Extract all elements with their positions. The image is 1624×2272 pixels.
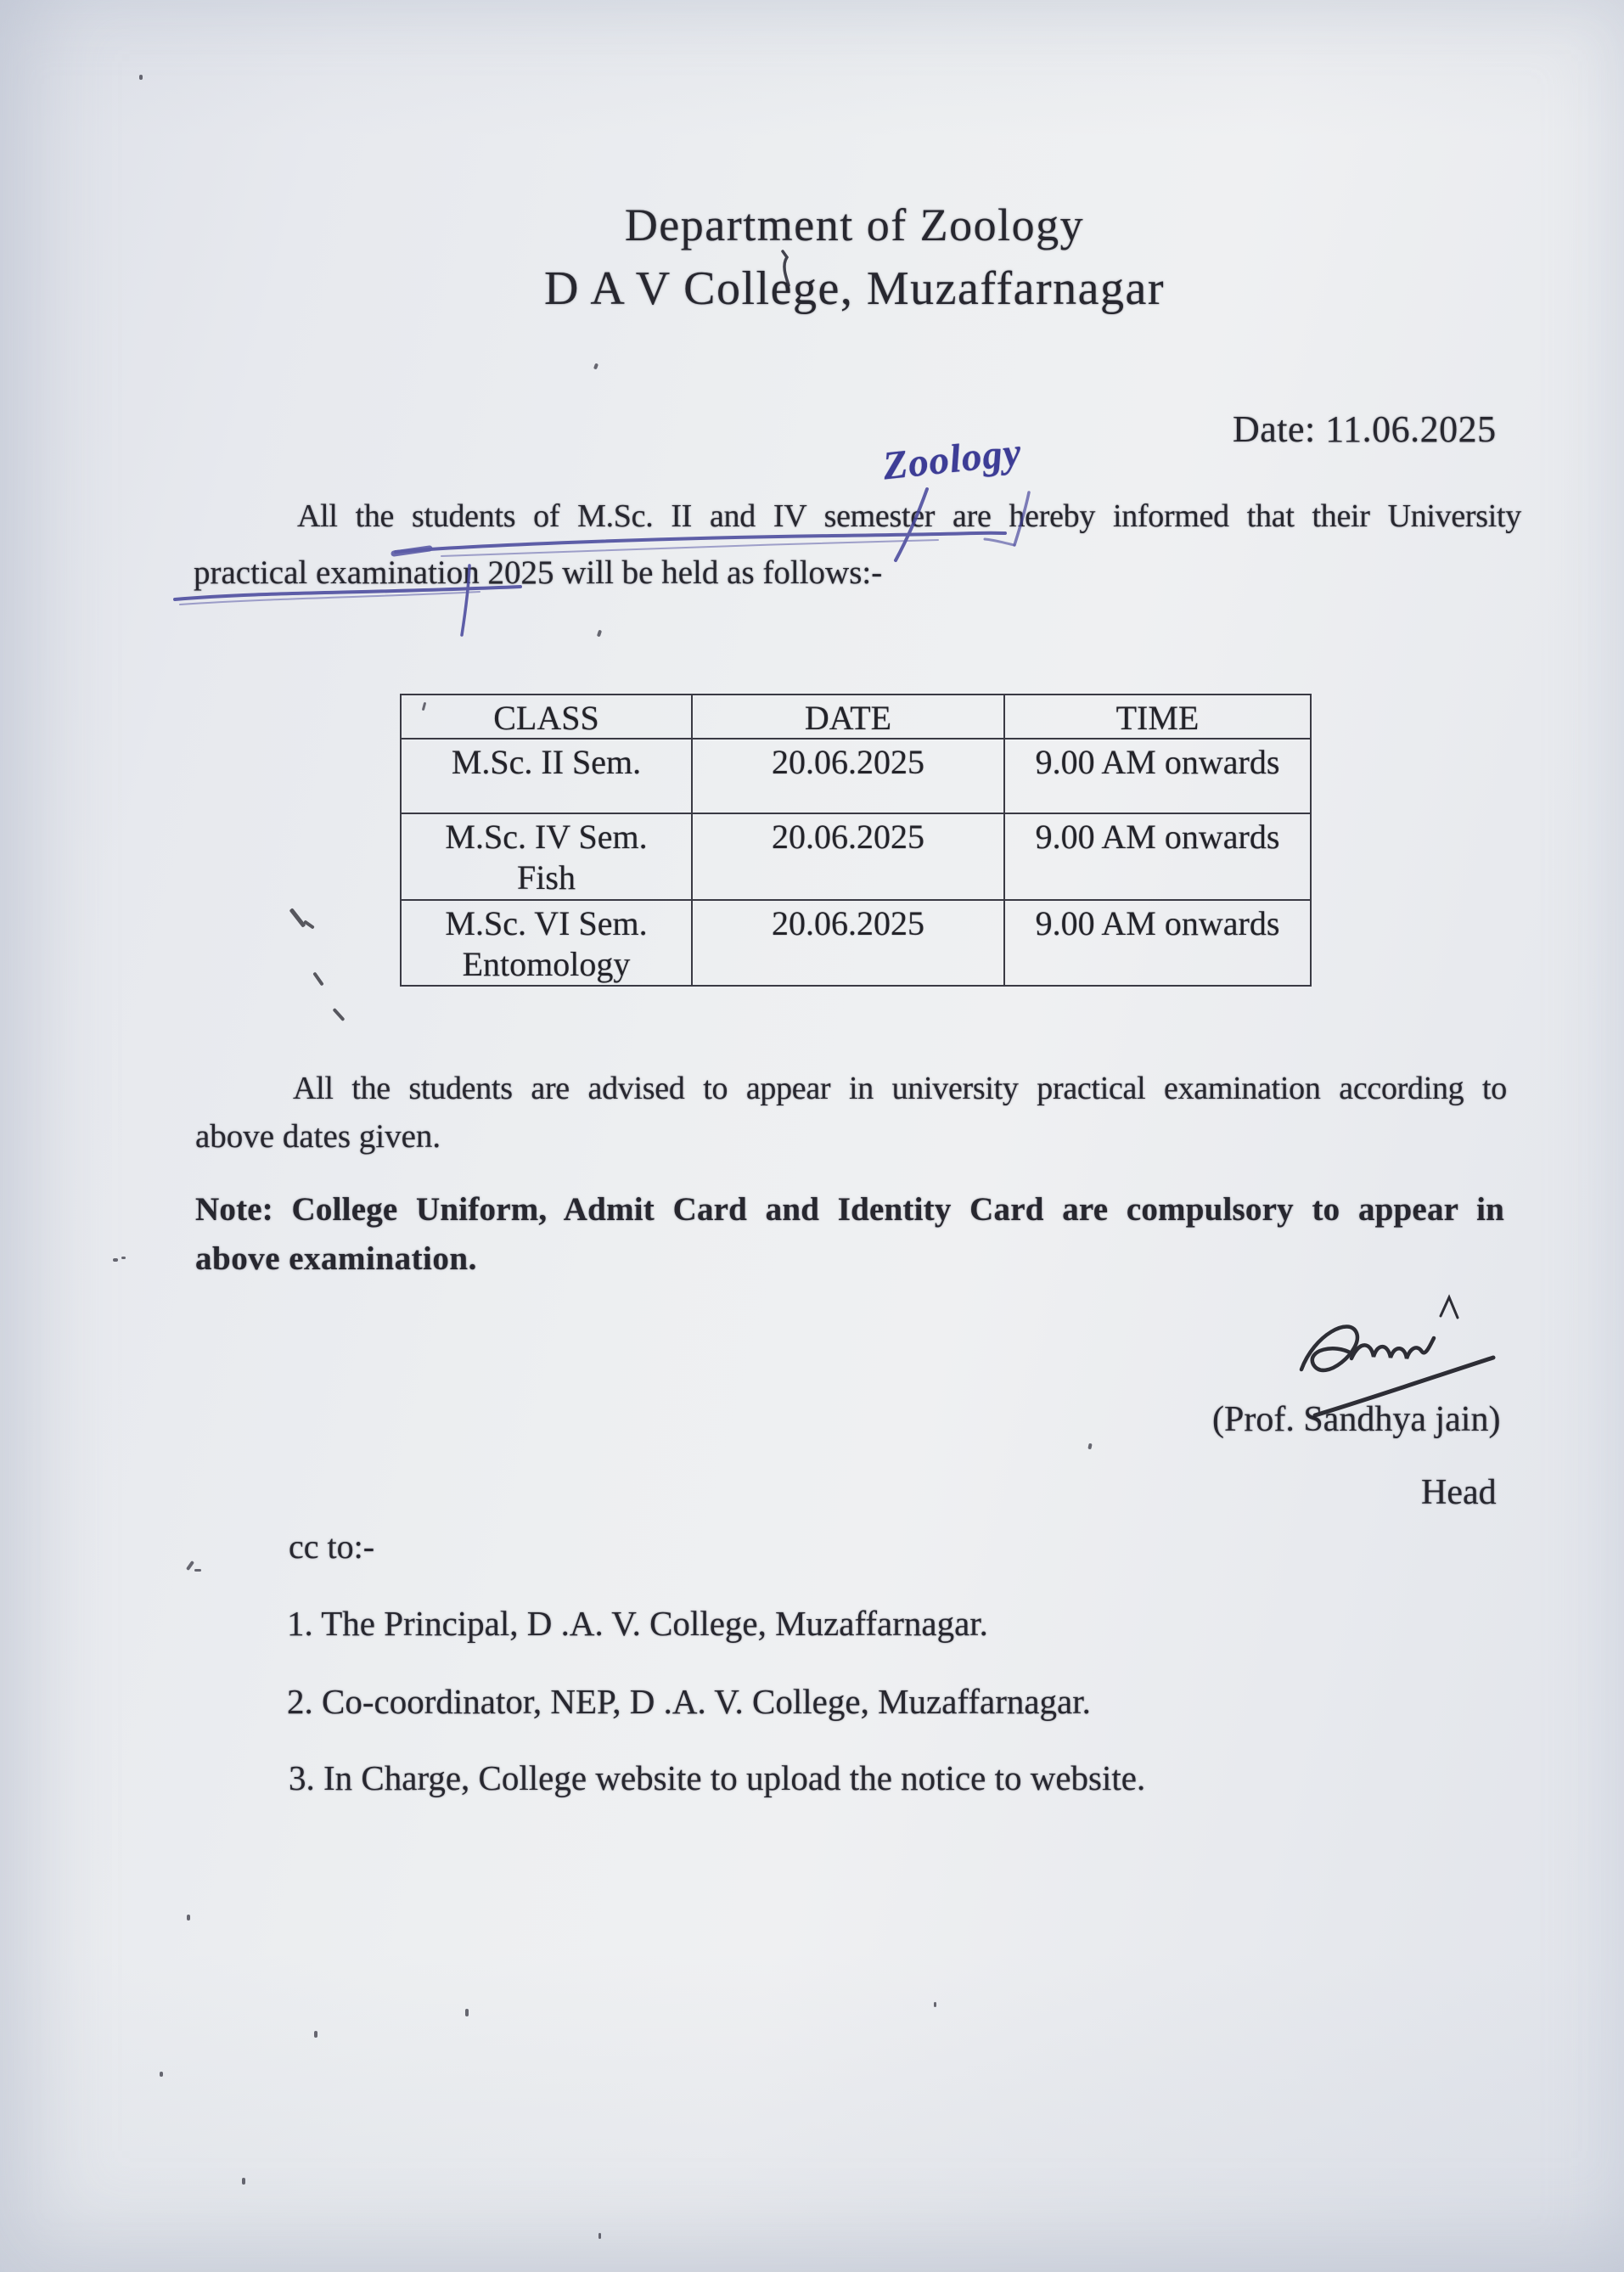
dust-speck bbox=[593, 363, 598, 370]
advisory-line-1: All the students are advised to appear in university practical examination according to bbox=[293, 1071, 1507, 1106]
dust-speck bbox=[121, 1257, 126, 1259]
handwritten-zoology-annotation: Zoology bbox=[880, 430, 1024, 489]
date-cell: 20.06.2025 bbox=[692, 900, 1004, 986]
intro-line-1: All the students of M.Sc. II and IV semester are hereby informed that their University bbox=[297, 498, 1521, 534]
class-cell bbox=[401, 813, 692, 900]
dust-speck bbox=[194, 1569, 201, 1572]
cc-item-1: 1. The Principal, D .A. V. College, Muzaffarnagar. bbox=[287, 1604, 988, 1643]
class-line-2: Entomology bbox=[462, 945, 631, 983]
dust-speck bbox=[597, 630, 602, 638]
class-line-1: M.Sc. II Sem. bbox=[451, 743, 642, 781]
class-line-1: M.Sc. VI Sem. bbox=[445, 904, 648, 942]
table-row bbox=[401, 813, 1311, 900]
page-title: Department of Zoology bbox=[624, 200, 1085, 250]
ink-mark bbox=[312, 971, 324, 986]
cc-heading: cc to:- bbox=[289, 1527, 375, 1566]
exam-schedule-table bbox=[400, 694, 1312, 987]
time-cell: 9.00 AM onwards bbox=[1004, 813, 1311, 900]
dust-speck bbox=[139, 75, 143, 80]
cc-item-2: 2. Co-coordinator, NEP, D .A. V. College, Muzaffarnagar. bbox=[287, 1682, 1091, 1721]
table-row bbox=[401, 900, 1311, 986]
ink-mark bbox=[289, 908, 306, 928]
dust-speck bbox=[1087, 1443, 1092, 1450]
advisory-line-2: above dates given. bbox=[195, 1118, 441, 1155]
cc-item-3: 3. In Charge, College website to upload the notice to website. bbox=[289, 1758, 1146, 1797]
date-cell: 20.06.2025 bbox=[692, 813, 1004, 900]
dust-speck bbox=[186, 1561, 194, 1571]
dust-speck bbox=[187, 1915, 190, 1921]
signature-humps bbox=[1351, 1338, 1434, 1358]
column-header-time: TIME bbox=[1004, 695, 1311, 739]
ink-mark bbox=[332, 1008, 345, 1021]
date-label: Date: 11.06.2025 bbox=[1233, 408, 1497, 450]
table-header-row bbox=[401, 695, 1311, 739]
dust-speck bbox=[465, 2009, 469, 2016]
time-cell: 9.00 AM onwards bbox=[1004, 900, 1311, 986]
dust-speck bbox=[314, 2031, 317, 2038]
table-row bbox=[401, 739, 1311, 813]
intro-line-2: practical examination 2025 will be held as follows:- bbox=[194, 554, 883, 591]
time-cell: 9.00 AM onwards bbox=[1004, 739, 1311, 813]
column-header-class: CLASS bbox=[401, 695, 692, 739]
column-header-date: DATE bbox=[692, 695, 1004, 739]
signatory-name: (Prof. Sandhya jain) bbox=[1212, 1400, 1501, 1439]
note-line-2: above examination. bbox=[195, 1240, 477, 1277]
dust-speck bbox=[242, 2178, 245, 2185]
class-cell bbox=[401, 900, 692, 986]
pen-curl-tail bbox=[985, 539, 1014, 545]
dust-speck bbox=[160, 2072, 163, 2077]
class-line-1: M.Sc. IV Sem. bbox=[445, 818, 648, 856]
college-name: D A V College, Muzaffarnagar bbox=[544, 262, 1165, 315]
pen-underline-practical-echo bbox=[180, 592, 480, 605]
signatory-designation: Head bbox=[1421, 1473, 1497, 1512]
dust-speck bbox=[113, 1258, 118, 1262]
class-cell bbox=[401, 739, 692, 813]
date-cell: 20.06.2025 bbox=[692, 739, 1004, 813]
dust-speck bbox=[598, 2233, 601, 2239]
dust-speck bbox=[934, 2002, 936, 2007]
class-line-2: Fish bbox=[517, 858, 576, 897]
pen-underline-semester bbox=[396, 533, 1005, 552]
note-line-1: Note: College Uniform, Admit Card and Identity Card are compulsory to appear in bbox=[195, 1191, 1504, 1228]
signature-loop bbox=[1301, 1327, 1357, 1370]
signature-caret bbox=[1441, 1297, 1458, 1318]
signature-scribble bbox=[1301, 1297, 1493, 1415]
